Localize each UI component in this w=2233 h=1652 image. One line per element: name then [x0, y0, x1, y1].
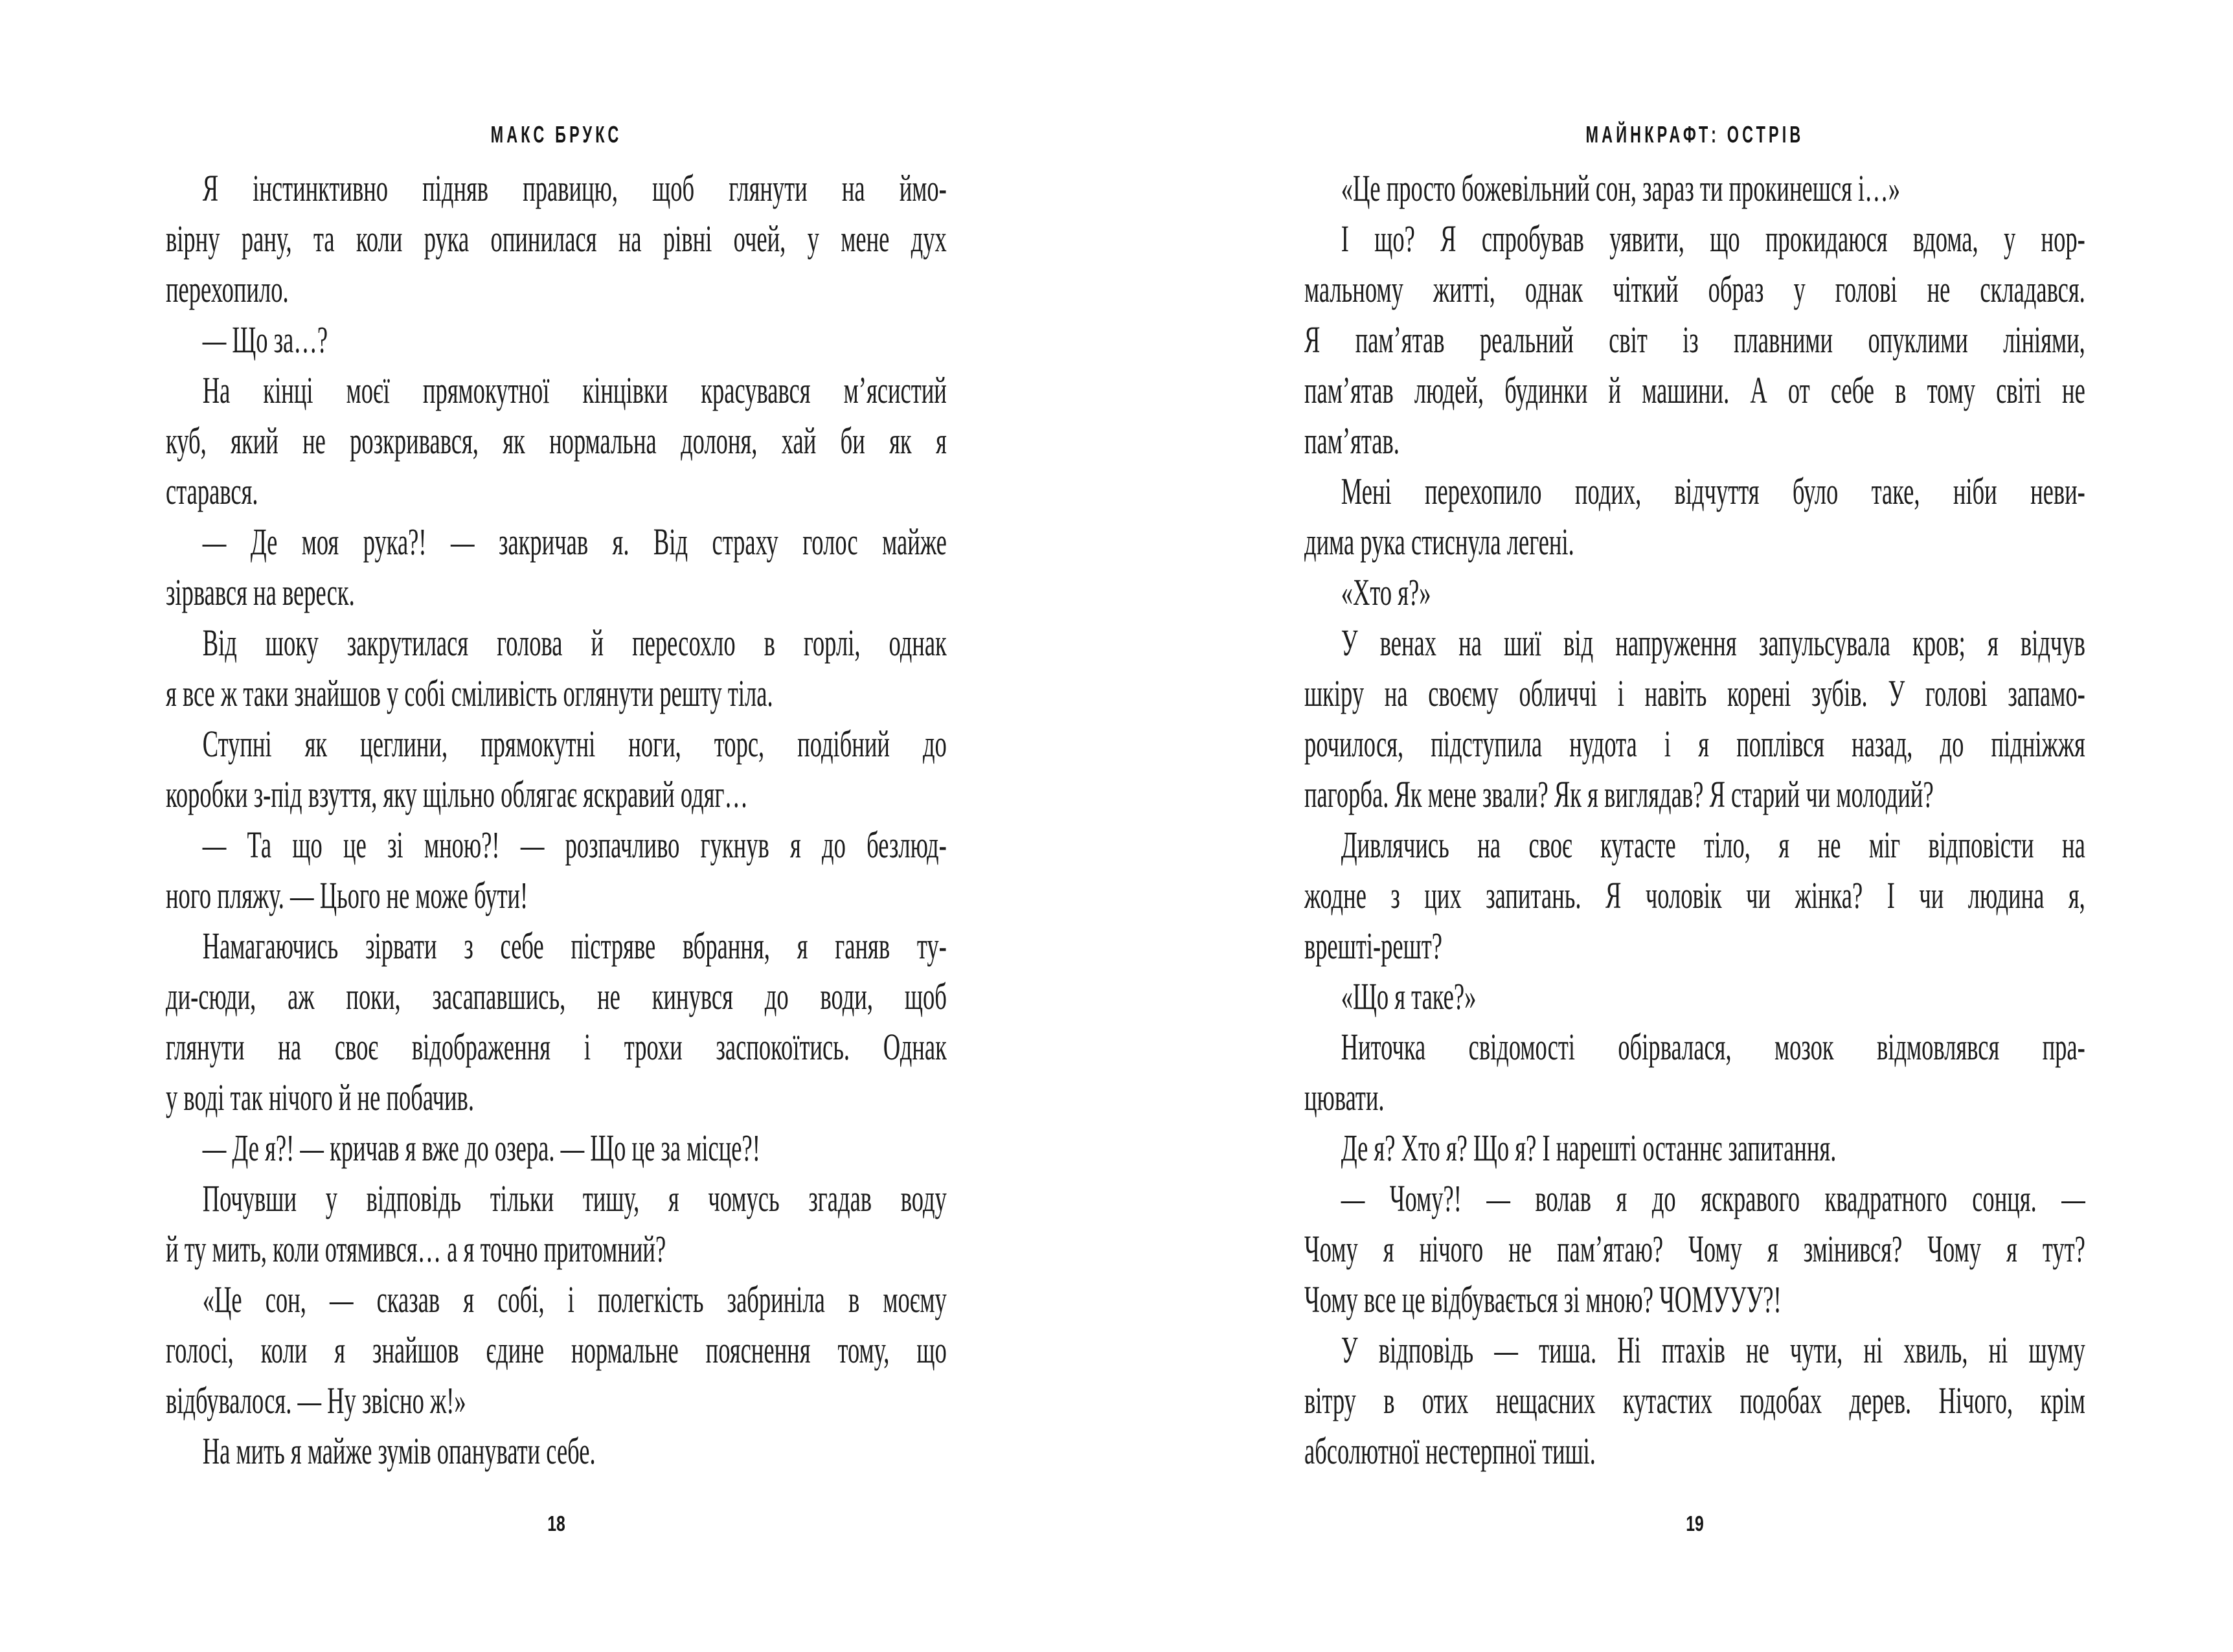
text-line: Дивлячись на своє кутасте тіло, я не міг відповісти на [1341, 824, 2085, 866]
text-line: коробки з-під взуття, яку щільно облягає яскравий одяг… [166, 773, 749, 815]
text-line: — Де моя рука?! — закричав я. Від страху голос майже [202, 521, 947, 563]
text-line: — Чому?! — волав я до яскравого квадратного сонця. — [1341, 1177, 2085, 1219]
text-line: пам’ятав людей, будинки й машини. А от себе в тому світі не [1304, 369, 2085, 411]
text-line: На кінці моєї прямокутної кінцівки красувався м’ясистий [202, 369, 947, 411]
page-right-body-text [1304, 163, 2085, 1477]
page-left-body-text [166, 163, 947, 1477]
page-left [0, 0, 1116, 1652]
text-line: У венах на шиї від напруження запульсувала кров; я відчув [1341, 622, 2085, 664]
text-line: вірну рану, та коли рука опинилася на рівні очей, у мене дух [166, 218, 947, 260]
text-line: дима рука стиснула легені. [1304, 521, 1574, 563]
text-line: — Та що це зі мною?! — розпачливо гукнув я до безлюд- [202, 824, 947, 866]
text-line: Я інстинктивно підняв правицю, щоб глянути на ймо- [202, 167, 947, 209]
text-line: у воді так нічого й не побачив. [166, 1076, 474, 1118]
text-line: «Що я таке?» [1341, 975, 1477, 1017]
text-line: мальному житті, однак чіткий образ у голові не складався. [1304, 268, 2085, 310]
running-header-title [1586, 123, 1804, 146]
running-header-author [491, 123, 622, 146]
text-line: Чому все це відбувається зі мною? ЧОМУУУ?! [1304, 1278, 1782, 1320]
page-right [1116, 0, 2233, 1652]
text-line: Ступні як цеглини, прямокутні ноги, торс, подібний до [202, 723, 947, 765]
page-number-right [1686, 1513, 1704, 1534]
page-number-right-text: 19 [1686, 1511, 1704, 1535]
text-line: «Це просто божевільний сон, зараз ти прокинешся і…» [1341, 167, 1900, 209]
text-line: абсолютної нестерпної тиші. [1304, 1430, 1596, 1472]
text-line: старався. [166, 470, 258, 512]
text-line: Де я? Хто я? Що я? І нарешті останнє запитання. [1341, 1127, 1837, 1169]
text-line: — Що за…? [202, 319, 328, 361]
running-header-author-text: МАКС БРУКС [490, 121, 622, 148]
page-number-left [547, 1513, 565, 1534]
page-number-left-text: 18 [547, 1511, 565, 1535]
text-line: перехопило. [166, 268, 289, 310]
text-line: й ту мить, коли отямився… а я точно притомний? [166, 1228, 666, 1270]
text-line: голосі, коли я знайшов єдине нормальне пояснення тому, що [166, 1329, 947, 1371]
running-header-title-text: МАЙНКРАФТ: ОСТРІВ [1585, 121, 1804, 148]
text-line: ди-сюди, аж поки, засапавшись, не кинувся до води, щоб [166, 975, 947, 1017]
text-line: — Де я?! — кричав я вже до озера. — Що це за місце?! [202, 1127, 760, 1169]
text-line: «Хто я?» [1341, 571, 1431, 613]
text-line: глянути на своє відображення і трохи заспокоїтись. Однак [166, 1026, 947, 1068]
text-line: жодне з цих запитань. Я чоловік чи жінка? І чи людина я, [1304, 874, 2085, 916]
text-line: врешті-решт? [1304, 925, 1442, 967]
text-line: пам’ятав. [1304, 420, 1400, 462]
text-line: «Це сон, — сказав я собі, і полегкість забриніла в моєму [202, 1278, 947, 1320]
text-line: Почувши у відповідь тільки тишу, я чомусь згадав воду [202, 1177, 947, 1219]
text-line: куб, який не розкривався, як нормальна долоня, хай би як я [166, 420, 947, 462]
text-line: На мить я майже зумів опанувати себе. [202, 1430, 596, 1472]
text-line: У відповідь — тиша. Ні птахів не чути, ні хвиль, ні шуму [1341, 1329, 2085, 1371]
text-line: Мені перехопило подих, відчуття було таке, ніби неви- [1341, 470, 2085, 512]
text-line: І що? Я спробував уявити, що прокидаюся вдома, у нор- [1341, 218, 2085, 260]
text-line: я все ж таки знайшов у собі сміливість оглянути решту тіла. [166, 672, 773, 714]
text-line: зірвався на вереск. [166, 571, 355, 613]
text-line: Чому я нічого не пам’ятаю? Чому я змінився? Чому я тут? [1304, 1228, 2085, 1270]
text-line: Я пам’ятав реальний світ із плавними опуклими лініями, [1304, 319, 2085, 361]
text-line: шкіру на своєму обличчі і навіть корені зубів. У голові запамо- [1304, 672, 2085, 714]
text-line: цювати. [1304, 1076, 1385, 1118]
text-line: рочилося, підступила нудота і я поплівся назад, до підніжжя [1304, 723, 2085, 765]
text-line: вітру в отих нещасних кутастих подобах дерев. Нічого, крім [1304, 1379, 2085, 1421]
text-line: відбувалося. — Ну звісно ж!» [166, 1379, 466, 1421]
text-line: Ниточка свідомості обірвалася, мозок відмовлявся пра- [1341, 1026, 2085, 1068]
text-line: ного пляжу. — Цього не може бути! [166, 874, 528, 916]
text-line: Від шоку закрутилася голова й пересохло в горлі, однак [202, 622, 947, 664]
text-line: Намагаючись зірвати з себе пістряве вбрання, я ганяв ту- [202, 925, 947, 967]
text-line: пагорба. Як мене звали? Як я виглядав? Я старий чи молодий? [1304, 773, 1934, 815]
